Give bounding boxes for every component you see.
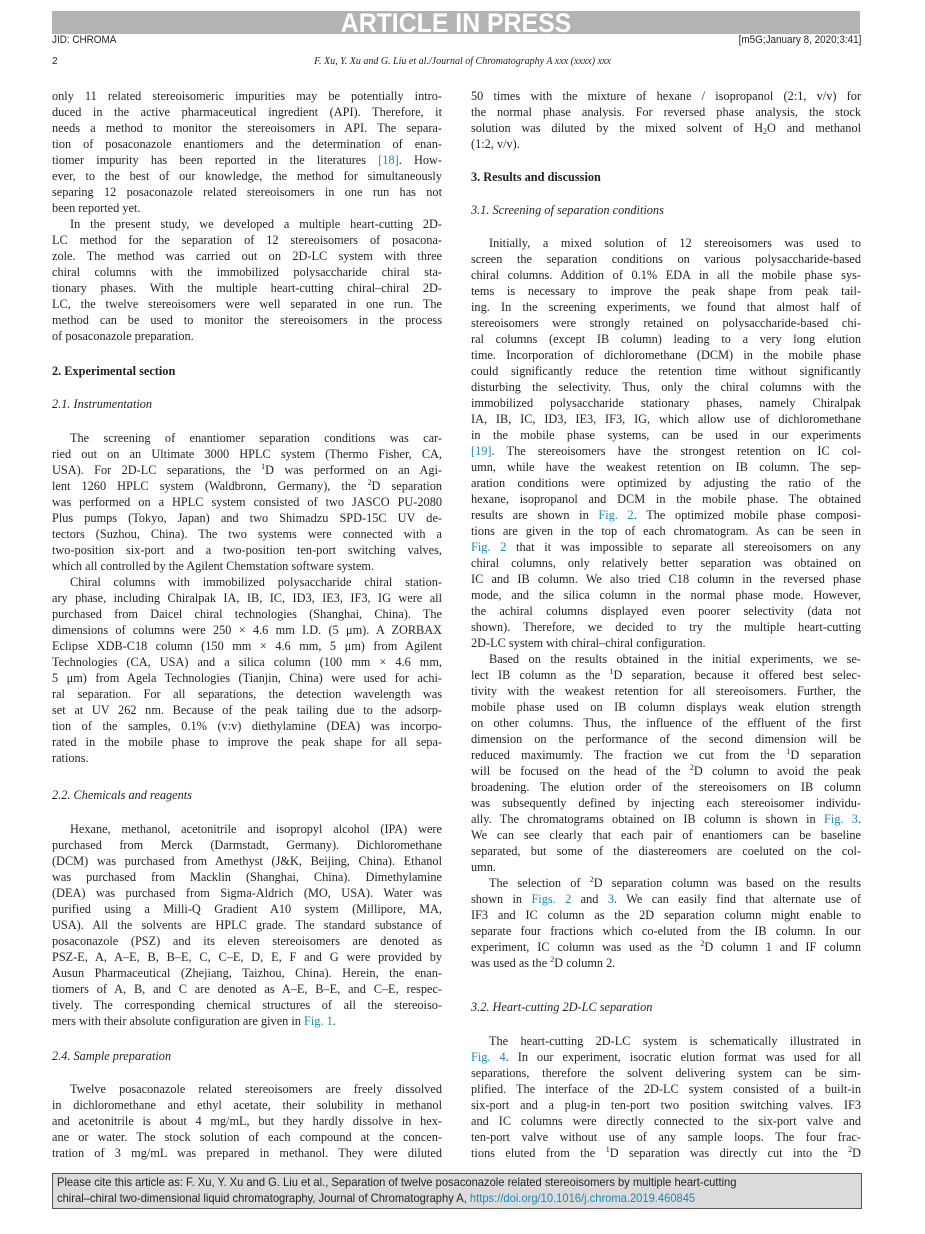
text-line: disturbing the selectivity. Thus, only the chiral columns with the xyxy=(471,380,861,394)
text-line: hexane, isopropanol and DCM in the mobile phase. The obtained xyxy=(471,492,861,506)
text-line: chiral columns. Addition of 0.1% EDA in all the mobile phase sys- xyxy=(471,268,861,282)
text-line: time. Incorporation of dichloromethane (DCM) in the mobile phase xyxy=(471,348,861,362)
text-line: dimension on the performance of the second dimension will be xyxy=(471,732,861,746)
text-line: of posaconazole preparation. xyxy=(52,329,194,343)
text-span: . The optimized mobile phase composi- xyxy=(633,508,862,522)
text-line xyxy=(471,763,861,779)
text-line: and IC columns were directly connected to the six-port valve and xyxy=(471,1114,861,1128)
superscript: 2 xyxy=(550,955,555,964)
text-line: ary phase, including Chiralpak IA, IB, IC, ID3, IE3, IF3, IG were all xyxy=(52,591,442,605)
text-line: USA). All the solvents are HPLC grade. The standard substance of xyxy=(52,918,442,932)
text-line xyxy=(471,891,861,907)
text-line: and acetonitrile is about 4 mg/mL, but they hardly dissolve in hex- xyxy=(52,1114,442,1128)
text-line: Twelve posaconazole related stereoisomers are freely dissolved xyxy=(70,1082,442,1096)
text-line: zole. The method was carried out on 2D-LC system with three xyxy=(52,249,442,263)
text-line: mers with their absolute configuration are given in Fig. 1. xyxy=(52,1014,336,1028)
text-line xyxy=(52,462,442,478)
text-line: purified using a Milli-Q Gradient A10 system (Millipore, MA, xyxy=(52,902,442,916)
superscript: 2 xyxy=(367,478,372,487)
text-line: two-position six-port and a two-position ten-port switching valves, xyxy=(52,543,442,557)
text-line: Hexane, methanol, acetonitrile and isopropyl alcohol (IPA) were xyxy=(70,822,442,836)
text-line: (1:2, v/v). xyxy=(471,137,520,151)
text-line: chiral columns with the immobilized polysaccharide chiral sta- xyxy=(52,265,442,279)
text-line: shown). Therefore, we decided to try the multiple heart-cutting xyxy=(471,620,861,634)
text-span: experiment, IC column was used as the xyxy=(471,940,701,954)
text-line: Eclipse XDB-C18 column (150 mm × 4.6 mm, 5 μm) from Agilent xyxy=(52,639,442,653)
banner-text: ARTICLE IN PRESS xyxy=(340,8,572,38)
text-line: ing. In the screening experiments, we found that almost half of xyxy=(471,300,861,314)
text-line: tionary phases. With the multiple heart-cutting chiral–chiral 2D- xyxy=(52,281,442,295)
text-line: dimensions of columns were 250 × 4.6 mm I.D. (5 μm). A ZORBAX xyxy=(52,623,442,637)
subsection-heading-sample-prep: 2.4. Sample preparation xyxy=(52,1049,172,1063)
text-line: could significantly reduce the retention time without significantly xyxy=(471,364,861,378)
text-line: tions are given in the top of each chromatogram. As can be seen in xyxy=(471,524,861,538)
superscript: 1 xyxy=(786,747,791,756)
text-line: (DEA) was purchased from Sigma-Aldrich (MO, USA). Water was xyxy=(52,886,442,900)
subsection-heading-screening: 3.1. Screening of separation conditions xyxy=(471,203,664,217)
text-line xyxy=(471,539,861,555)
superscript: 2 xyxy=(700,939,705,948)
superscript: 2 xyxy=(589,875,594,884)
text-line: posaconazole (PSZ) and its eleven stereoisomers are denoted as xyxy=(52,934,442,948)
text-line: ten-port valve without use of any sample loops. The four frac- xyxy=(471,1130,861,1144)
text-line: mobile phase used on IB column displays weak elution strength xyxy=(471,700,861,714)
subscript: 2 xyxy=(763,127,768,136)
section-heading-experimental: 2. Experimental section xyxy=(52,364,176,378)
superscript: 2 xyxy=(848,1145,853,1154)
text-line: separations, therefore the solvent delivering system can be sim- xyxy=(471,1066,861,1080)
text-line xyxy=(471,120,861,136)
journal-id: JID: CHROMA xyxy=(52,34,117,46)
text-line: which all controlled by the Agilent Chemstation software system. xyxy=(52,559,375,573)
fig-3-link[interactable]: 3 xyxy=(607,892,614,906)
text-span: USA). For 2D-LC separations, the xyxy=(52,463,262,477)
text-line: chiral columns, only relatively better separation was obtained on xyxy=(471,556,861,570)
text-line: (DCM) was purchased from Amethyst (J&K, Beijing, China). Ethanol xyxy=(52,854,442,868)
text-line xyxy=(471,747,861,763)
fig-2-link[interactable]: Fig. 2 xyxy=(598,508,634,522)
text-line: Ausun Pharmaceutical (Zhejiang, Taizhou, China). Herein, the enan- xyxy=(52,966,442,980)
text-line: aration conditions were optimized by adjusting the ratio of the xyxy=(471,476,861,490)
text-line: tion of the samples, 0.1% (v:v) diethylamine (DEA) was incorpo- xyxy=(52,719,442,733)
text-line xyxy=(471,1145,861,1161)
text-line: IA, IB, IC, ID3, IE3, IF3, IG, which allow use of dichloromethane xyxy=(471,412,861,426)
text-line: needs a method to monitor the stereoisomers in API. The separa- xyxy=(52,121,442,135)
text-span: D separation was directly cut into the xyxy=(609,1146,849,1160)
text-line: been reported yet. xyxy=(52,201,141,215)
text-span: tions eluted from the xyxy=(471,1146,606,1160)
text-line: The screening of enantiomer separation conditions was car- xyxy=(70,431,442,445)
text-line xyxy=(52,152,442,168)
text-line: purchased from Daicel chiral technologies (Shanghai, China). The xyxy=(52,607,442,621)
text-line: tectors (Suzhou, China). The two systems were connected with a xyxy=(52,527,442,541)
fig-1-link[interactable]: Fig. 1 xyxy=(304,1014,333,1028)
text-line: tivity with the weakest retention for all stereoisomers. Further, the xyxy=(471,684,861,698)
text-line: separate four fractions which co-eluted from the IB column. In our xyxy=(471,924,861,938)
text-line: six-port and a plug-in ten-port two position switching valves. IF3 xyxy=(471,1098,861,1112)
ref-19-link[interactable]: [19] xyxy=(471,444,492,458)
text-span: O and methanol xyxy=(767,121,862,135)
text-span: D separation, because it offered best selec- xyxy=(613,668,862,682)
fig-3-link[interactable]: Fig. 3 xyxy=(823,812,858,826)
text-span: solution was diluted by the mixed solvent of H xyxy=(471,121,764,135)
text-line xyxy=(471,667,861,683)
text-line: on other columns. Thus, the influence of the effluent of the first xyxy=(471,716,861,730)
superscript: 1 xyxy=(609,667,614,676)
subsection-heading-instrumentation: 2.1. Instrumentation xyxy=(52,397,153,411)
text-line xyxy=(471,1049,861,1065)
figs-2-link[interactable]: Figs. 2 xyxy=(531,892,572,906)
text-line: ally. The chromatograms obtained on IB column is shown in Fig. 3. xyxy=(471,812,862,826)
text-span: mers with their absolute configuration are given in xyxy=(52,1014,305,1028)
text-line xyxy=(471,507,861,523)
citation-text: chiral–chiral two-dimensional liquid chromatography, Journal of Chromatography A, xyxy=(57,1191,470,1205)
text-line xyxy=(471,939,861,955)
text-span: D was performed on an Agi- xyxy=(265,463,442,477)
text-line xyxy=(471,955,861,971)
text-span: The selection of xyxy=(489,876,590,890)
text-span: was used as the xyxy=(471,956,551,970)
text-line: in the mobile phase systems, can be used in our experiments xyxy=(471,428,861,442)
text-span: . The stereoisomers have the strongest retention on IC col- xyxy=(491,444,861,458)
text-line: Plus pumps (Tokyo, Japan) and two Shimadzu SPD-15C UV de- xyxy=(52,511,442,525)
section-heading-results: 3. Results and discussion xyxy=(471,170,601,184)
text-line: rated in the mobile phase to improve the peak shape for all sepa- xyxy=(52,735,442,749)
text-span: reduced maximumly. The fraction we cut from the xyxy=(471,748,787,762)
subsection-heading-chemicals: 2.2. Chemicals and reagents xyxy=(52,788,192,802)
text-line: ane or water. The stock solution of each compound at the concen- xyxy=(52,1130,442,1144)
text-line: We can see clearly that each pair of enantiomers can be baseline xyxy=(471,828,861,842)
text-line: LC, the twelve stereoisomers were well separated in one run. The xyxy=(52,297,442,311)
text-line: 50 times with the mixture of hexane / isopropanol (2:1, v/v) for xyxy=(471,89,861,103)
page-number: 2 xyxy=(52,56,58,67)
text-line: was subsequently defined by injecting each stereoisomer individu- xyxy=(471,796,861,810)
text-line: ever, to the best of our knowledge, the method for simultaneously xyxy=(52,169,442,183)
text-span: ally. The chromatograms obtained on IB column is shown in xyxy=(471,812,824,826)
text-line: only 11 related stereoisomeric impurities may be potentially intro- xyxy=(52,89,442,103)
text-line: Based on the results obtained in the initial experiments, we se- xyxy=(489,652,861,666)
text-line xyxy=(52,478,442,494)
text-span: lent 1260 HPLC system (Waldbronn, Germany), the xyxy=(52,479,368,493)
text-line: set at UV 262 nm. Because of the peak tailing due to the adsorp- xyxy=(52,703,442,717)
text-span: results are shown in xyxy=(471,508,599,522)
text-line: separing 12 posaconazole related stereoisomers in one run has not xyxy=(52,185,442,199)
text-line: tively. The corresponding chemical structures of all the stereoiso- xyxy=(52,998,442,1012)
text-line: purchased from Merck (Darmstadt, Germany). Dichloromethane xyxy=(52,838,442,852)
text-line: Chiral columns with immobilized polysaccharide chiral station- xyxy=(70,575,442,589)
doi-link[interactable]: https://doi.org/10.1016/j.chroma.2019.460845 xyxy=(469,1191,696,1205)
text-line: tion of posaconazole enantiomers and the determination of enan- xyxy=(52,137,442,151)
text-line xyxy=(471,443,861,459)
text-span: D column to avoid the peak xyxy=(693,764,861,778)
text-line: method can be used to monitor the stereoisomers in the process xyxy=(52,313,442,327)
text-line: IC and IB column. We also tried C18 column in the reversed phase xyxy=(471,572,861,586)
subsection-heading-heart-cutting: 3.2. Heart-cutting 2D-LC separation xyxy=(471,1000,653,1014)
text-line: duced in the active pharmaceutical ingredient (API). Therefore, it xyxy=(52,105,442,119)
text-line: 2D-LC system with chiral–chiral configuration. xyxy=(471,636,706,650)
text-span: D separation xyxy=(371,479,442,493)
text-line: broadening. The elution order of the stereoisomers on IB column xyxy=(471,780,861,794)
text-line: in dichloromethane and ethyl acetate, their solubility in methanol xyxy=(52,1098,442,1112)
text-line: The heart-cutting 2D-LC system is schematically illustrated in xyxy=(489,1034,861,1048)
text-line: IF3 and IC column as the 2D separation column might enable to xyxy=(471,908,861,922)
text-line: stereoisomers were strongly retained on polysaccharide-based chi- xyxy=(471,316,861,330)
text-span: D column 1 and IF column xyxy=(704,940,861,954)
text-span: shown in xyxy=(471,892,532,906)
text-line: 5 μm) from Agela Technologies (Tianjin, China) were used for achi- xyxy=(52,671,442,685)
text-span: D separation xyxy=(790,748,861,762)
text-line: umn, while have the weakest retention on IB column. The sep- xyxy=(471,460,861,474)
text-line xyxy=(471,875,861,891)
text-line: tems is necessary to improve the peak shape from peak tail- xyxy=(471,284,861,298)
text-line: screen the separation conditions on various polysaccharide-based xyxy=(471,252,861,266)
fig-2-link[interactable]: Fig. 2 xyxy=(471,540,507,554)
text-span: . How- xyxy=(398,153,442,167)
text-span: . In our experiment, isocratic elution format was used for all xyxy=(505,1050,862,1064)
text-line: PSZ-E, A, A–E, B, B–E, C, C–E, D, E, F and G were provided by xyxy=(52,950,442,964)
text-line: the normal phase analysis. For reversed phase analysis, the stock xyxy=(471,105,861,119)
text-line: tiomers of A, B, and C are denoted as A–E, B–E, and C–E, respec- xyxy=(52,982,442,996)
running-title: F. Xu, Y. Xu and G. Liu et al./Journal of Chromatography A xxx (xxxx) xxx xyxy=(314,56,611,67)
text-span: D separation column was based on the results xyxy=(593,876,861,890)
text-span: D xyxy=(852,1146,861,1160)
text-line: umn. xyxy=(471,860,496,874)
text-line: ral separation. For all separations, the detection wavelength was xyxy=(52,687,442,701)
text-line: was purchased from Macklin (Shanghai, China). Dimethylamine xyxy=(52,870,442,884)
text-line: ral columns (except IB column) leading to a very long elution xyxy=(471,332,861,346)
text-line: separated, but some of the diastereomers are coeluted on the col- xyxy=(471,844,861,858)
text-line: In the present study, we developed a multiple heart-cutting 2D- xyxy=(70,217,442,231)
text-span: . We can easily find that alternate use of xyxy=(613,892,862,906)
ref-18-link[interactable]: [18] xyxy=(378,153,399,167)
text-span: will be focused on the head of the xyxy=(471,764,690,778)
text-span: that it was impossible to separate all stereoisomers on any xyxy=(506,540,861,554)
citation-line-2 xyxy=(57,1190,805,1206)
fig-4-link[interactable]: Fig. 4 xyxy=(471,1050,506,1064)
text-line: mode, and the silica column in the normal phase mode. However, xyxy=(471,588,861,602)
text-span: tiomer impurity has been reported in the literatures xyxy=(52,153,379,167)
build-stamp: [m5G;January 8, 2020;3:41] xyxy=(738,34,861,46)
superscript: 2 xyxy=(689,763,694,772)
article-in-press-banner xyxy=(52,8,860,38)
superscript: 1 xyxy=(605,1145,610,1154)
text-line: rations. xyxy=(52,751,89,765)
text-line: was performed on a HPLC system consisted of two JASCO PU-2080 xyxy=(52,495,442,509)
text-span: D column 2. xyxy=(554,956,616,970)
text-line: ried out on an Ultimate 3000 HPLC system (Thermo Fisher, CA, xyxy=(52,447,442,461)
text-line: immobilized polysaccharide stationary phases, namely Chiralpak xyxy=(471,396,861,410)
citation-box xyxy=(52,1173,862,1209)
text-span: lect IB column as the xyxy=(471,668,610,682)
citation-line-1: Please cite this article as: F. Xu, Y. Xu and G. Liu et al., Separation of twelve posaconazole related stereoisomers by multiple heart-cutting xyxy=(57,1175,737,1189)
text-line: Initially, a mixed solution of 12 stereoisomers was used to xyxy=(489,236,861,250)
text-line: the achiral columns displayed even poorer selectivity (data not xyxy=(471,604,861,618)
text-line: Technologies (CA, USA) and a silica column (100 mm × 4.6 mm, xyxy=(52,655,442,669)
superscript: 1 xyxy=(261,462,266,471)
text-line: plified. The interface of the 2D-LC system consisted of a built-in xyxy=(471,1082,861,1096)
text-line: LC method for the separation of 12 stereoisomers of posacona- xyxy=(52,233,442,247)
text-span: and xyxy=(571,892,608,906)
text-line: tration of 3 mg/mL was prepared in methanol. They were diluted xyxy=(52,1146,442,1160)
